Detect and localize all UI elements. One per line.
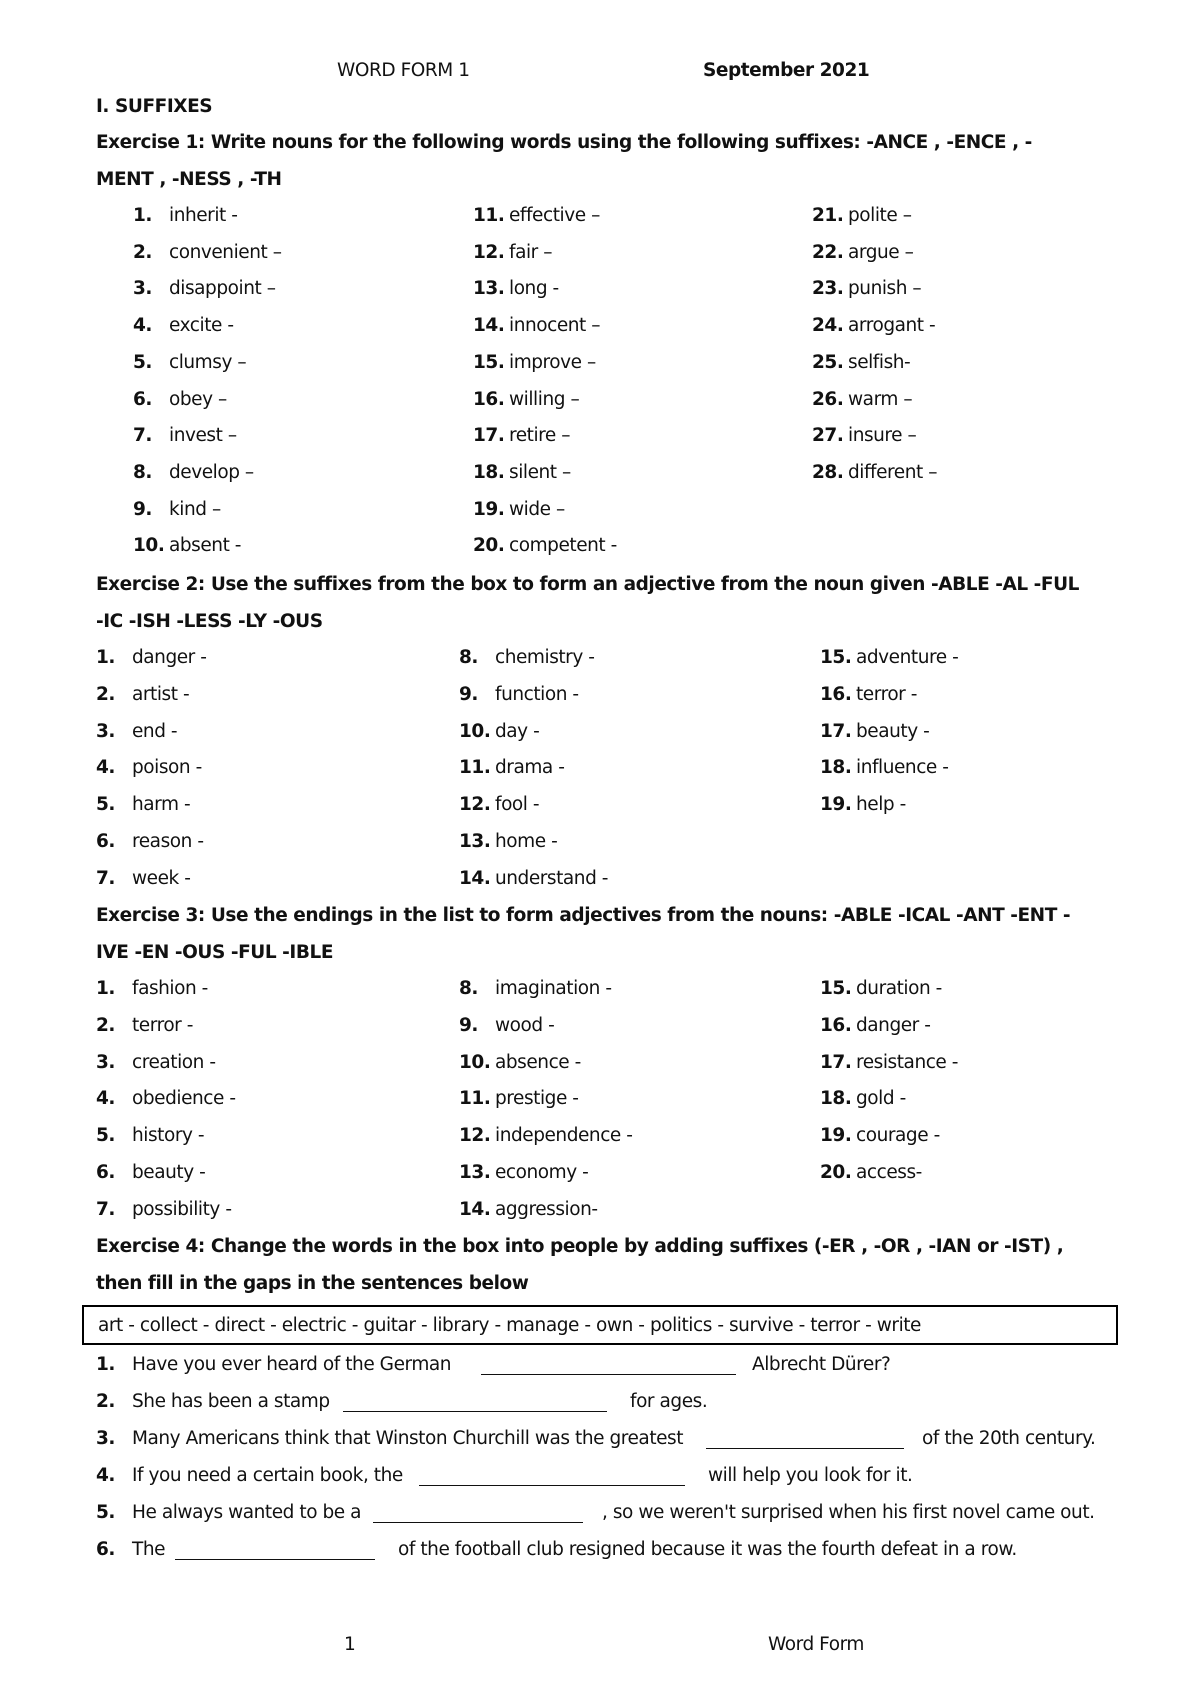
item-word: polite –	[848, 205, 912, 226]
item-word: help -	[856, 794, 906, 816]
list-item	[133, 315, 234, 336]
item-word: insure –	[848, 425, 917, 447]
item-number: 6.	[96, 1162, 116, 1183]
list-item	[820, 1125, 940, 1146]
item-number: 4.	[96, 1088, 116, 1110]
item-word: adventure -	[856, 647, 959, 668]
list-item	[96, 794, 190, 815]
item-word: influence -	[856, 757, 949, 779]
item-number: 10.	[459, 720, 491, 742]
list-item	[459, 1162, 588, 1183]
item-number: 12.	[459, 794, 491, 816]
item-number: 15.	[820, 647, 852, 668]
list-item	[473, 315, 600, 336]
list-item	[96, 647, 207, 668]
list-item	[820, 684, 917, 705]
item-word: innocent –	[509, 315, 601, 337]
item-word: wood -	[495, 1014, 555, 1036]
item-word: argue –	[848, 241, 914, 263]
list-item	[96, 978, 208, 999]
item-word: artist -	[132, 683, 190, 705]
list-item	[820, 721, 929, 742]
item-number: 12.	[459, 1125, 491, 1147]
item-word: effective –	[509, 205, 600, 226]
item-number: 10.	[133, 535, 165, 557]
item-number: 7.	[96, 1198, 116, 1220]
list-item	[473, 205, 600, 226]
list-item	[820, 757, 949, 778]
item-word: aggression-	[495, 1198, 598, 1220]
item-number: 28.	[812, 461, 844, 483]
list-item	[473, 389, 579, 410]
item-word: access-	[856, 1162, 922, 1183]
list-item	[473, 499, 565, 520]
list-item	[820, 794, 906, 815]
list-item	[473, 352, 596, 373]
item-number: 13.	[459, 831, 491, 852]
list-item	[459, 1199, 598, 1220]
exercise3-instruction-cont: IVE -EN -OUS -FUL -IBLE	[96, 942, 334, 963]
item-number: 1.	[96, 978, 116, 999]
list-item	[459, 721, 539, 742]
item-word: fool -	[495, 794, 540, 816]
sentence-text: Have you ever heard of the German	[132, 1354, 452, 1375]
item-number: 7.	[133, 425, 153, 447]
item-number: 4.	[96, 757, 116, 779]
list-item	[133, 425, 237, 446]
item-number: 8.	[459, 647, 479, 668]
list-item	[96, 684, 189, 705]
item-word: disappoint –	[169, 278, 276, 300]
item-number: 6.	[96, 831, 116, 852]
list-item	[96, 1088, 236, 1109]
word-box-text: art - collect - direct - electric - guitar - library - manage - own - politics - survive - terror - write	[98, 1315, 921, 1336]
item-word: beauty -	[856, 720, 930, 742]
item-number: 25.	[812, 351, 844, 373]
sentence-text: The	[132, 1539, 166, 1560]
list-item	[820, 1088, 906, 1109]
item-word: obedience -	[132, 1088, 236, 1110]
item-number: 13.	[459, 1162, 491, 1183]
item-word: different –	[848, 461, 938, 483]
list-item	[133, 278, 276, 299]
list-item	[459, 831, 557, 852]
list-item	[133, 242, 282, 263]
list-item	[812, 389, 912, 410]
item-number: 21.	[812, 205, 844, 226]
item-word: chemistry -	[495, 647, 595, 668]
item-word: harm -	[132, 794, 191, 816]
item-number: 10.	[459, 1051, 491, 1073]
item-word: reason -	[132, 831, 204, 852]
exercise1-instruction-cont: MENT , -NESS , -TH	[96, 169, 282, 190]
item-number: 2.	[133, 241, 153, 263]
item-number: 7.	[96, 867, 116, 889]
item-word: terror -	[856, 683, 917, 705]
item-word: understand -	[495, 867, 609, 889]
item-number: 1.	[133, 205, 153, 226]
item-word: improve –	[509, 351, 596, 373]
answer-blank[interactable]	[706, 1430, 904, 1449]
item-word: silent –	[509, 461, 571, 483]
document-date: September 2021	[703, 60, 870, 81]
item-word: selfish-	[848, 351, 911, 373]
item-number: 3.	[133, 278, 153, 300]
item-word: retire –	[509, 425, 571, 447]
item-number: 18.	[820, 1088, 852, 1110]
list-item	[459, 647, 595, 668]
item-number: 19.	[820, 1125, 852, 1147]
list-item	[820, 647, 958, 668]
item-word: duration -	[856, 978, 942, 999]
list-item	[820, 1162, 922, 1183]
item-word: warm –	[848, 388, 913, 410]
list-item	[96, 831, 204, 852]
item-number: 26.	[812, 388, 844, 410]
item-number: 5.	[133, 351, 153, 373]
item-word: fashion -	[132, 978, 208, 999]
exercise2-instruction: Exercise 2: Use the suffixes from the box to form an adjective from the noun given -ABLE -AL -FUL	[96, 574, 1079, 595]
list-item	[133, 535, 241, 556]
item-word: obey –	[169, 388, 227, 410]
item-word: arrogant -	[848, 315, 936, 337]
item-word: fair –	[509, 241, 553, 263]
item-word: imagination -	[495, 978, 612, 999]
list-item	[473, 242, 552, 263]
item-number: 17.	[820, 720, 852, 742]
item-word: absence -	[495, 1051, 581, 1073]
item-number: 14.	[459, 867, 491, 889]
list-item	[133, 205, 237, 226]
item-number: 8.	[133, 461, 153, 483]
item-word: punish –	[848, 278, 922, 300]
item-number: 6.	[133, 388, 153, 410]
list-item	[473, 535, 617, 556]
item-number: 3.	[96, 1051, 116, 1073]
item-number: 18.	[473, 461, 505, 483]
item-number: 19.	[473, 498, 505, 520]
answer-blank[interactable]	[419, 1467, 685, 1486]
item-number: 20.	[820, 1162, 852, 1183]
item-word: creation -	[132, 1051, 216, 1073]
list-item	[459, 1015, 554, 1036]
item-number: 1.	[96, 647, 116, 668]
list-item	[96, 868, 190, 889]
item-word: willing –	[509, 388, 580, 410]
answer-blank[interactable]	[373, 1504, 583, 1523]
item-word: drama -	[495, 757, 565, 779]
list-item	[812, 242, 913, 263]
list-item	[133, 352, 246, 373]
sentence-number: 1.	[96, 1354, 116, 1375]
item-word: poison -	[132, 757, 202, 779]
exercise4-instruction-cont: then fill in the gaps in the sentences below	[96, 1273, 529, 1294]
item-word: possibility -	[132, 1198, 232, 1220]
item-number: 16.	[820, 683, 852, 705]
sentence-text-after: of the football club resigned because it was the fourth defeat in a row.	[398, 1539, 1017, 1560]
item-number: 2.	[96, 683, 116, 705]
section-title: I. SUFFIXES	[96, 96, 213, 117]
item-word: gold -	[856, 1088, 906, 1110]
list-item	[812, 352, 910, 373]
item-word: inherit -	[169, 205, 238, 226]
list-item	[473, 462, 571, 483]
list-item	[133, 462, 254, 483]
answer-blank[interactable]	[343, 1393, 607, 1412]
list-item	[812, 462, 937, 483]
word-box	[82, 1305, 1118, 1345]
item-number: 9.	[133, 498, 153, 520]
list-item	[459, 1088, 579, 1109]
sentence-number: 5.	[96, 1502, 116, 1523]
item-number: 16.	[473, 388, 505, 410]
list-item	[96, 1015, 193, 1036]
item-number: 15.	[820, 978, 852, 999]
item-word: courage -	[856, 1125, 940, 1147]
item-number: 11.	[473, 205, 505, 226]
item-word: clumsy –	[169, 351, 247, 373]
item-number: 5.	[96, 1125, 116, 1147]
item-word: beauty -	[132, 1162, 206, 1183]
sentence-text: She has been a stamp	[132, 1391, 330, 1412]
list-item	[459, 794, 539, 815]
sentence-text: If you need a certain book, the	[132, 1465, 403, 1486]
answer-blank[interactable]	[175, 1541, 375, 1560]
item-number: 16.	[820, 1014, 852, 1036]
item-number: 23.	[812, 278, 844, 300]
document-title: WORD FORM 1	[337, 60, 470, 81]
item-word: week -	[132, 867, 191, 889]
sentence-text-after: for ages.	[630, 1391, 708, 1412]
item-number: 9.	[459, 683, 479, 705]
item-word: day -	[495, 720, 540, 742]
sentence-text: Many Americans think that Winston Churchill was the greatest	[132, 1428, 684, 1449]
list-item	[459, 757, 564, 778]
item-word: long -	[509, 278, 559, 300]
item-number: 14.	[459, 1198, 491, 1220]
exercise2-instruction-cont: -IC -ISH -LESS -LY -OUS	[96, 611, 323, 632]
item-number: 13.	[473, 278, 505, 300]
list-item	[96, 1199, 232, 1220]
footer-label: Word Form	[768, 1634, 864, 1655]
item-word: develop –	[169, 461, 254, 483]
item-number: 11.	[459, 1088, 491, 1110]
sentence-text-after: of the 20th century.	[922, 1428, 1096, 1449]
sentence-text-after: , so we weren't surprised when his first novel came out.	[602, 1502, 1095, 1523]
item-number: 27.	[812, 425, 844, 447]
item-word: competent -	[509, 535, 617, 557]
list-item	[812, 278, 921, 299]
sentence-text-after: will help you look for it.	[708, 1465, 913, 1486]
item-number: 8.	[459, 978, 479, 999]
item-word: wide –	[509, 498, 565, 520]
list-item	[133, 499, 221, 520]
item-number: 18.	[820, 757, 852, 779]
item-word: danger -	[132, 647, 207, 668]
item-word: kind –	[169, 498, 221, 520]
page-number: 1	[344, 1634, 356, 1655]
item-number: 4.	[133, 315, 153, 337]
list-item	[459, 1125, 633, 1146]
list-item	[96, 1125, 204, 1146]
item-number: 14.	[473, 315, 505, 337]
sentence-text: He always wanted to be a	[132, 1502, 362, 1523]
sentence-number: 4.	[96, 1465, 116, 1486]
item-number: 22.	[812, 241, 844, 263]
list-item	[459, 684, 579, 705]
item-word: end -	[132, 720, 178, 742]
item-word: invest –	[169, 425, 237, 447]
list-item	[812, 315, 935, 336]
sentence-number: 2.	[96, 1391, 116, 1412]
list-item	[812, 425, 916, 446]
list-item	[96, 721, 177, 742]
item-number: 12.	[473, 241, 505, 263]
list-item	[473, 278, 559, 299]
item-number: 17.	[473, 425, 505, 447]
item-number: 2.	[96, 1014, 116, 1036]
item-word: economy -	[495, 1162, 589, 1183]
item-word: independence -	[495, 1125, 633, 1147]
item-word: history -	[132, 1125, 205, 1147]
list-item	[96, 757, 202, 778]
item-number: 5.	[96, 794, 116, 816]
exercise3-instruction: Exercise 3: Use the endings in the list to form adjectives from the nouns: -ABLE -ICAL -ANT -ENT -	[96, 905, 1071, 926]
item-word: resistance -	[856, 1051, 959, 1073]
item-word: prestige -	[495, 1088, 579, 1110]
list-item	[459, 1052, 581, 1073]
sentence-text-after: Albrecht Dürer?	[752, 1354, 891, 1375]
item-number: 24.	[812, 315, 844, 337]
item-number: 17.	[820, 1051, 852, 1073]
item-word: home -	[495, 831, 558, 852]
list-item	[820, 1015, 931, 1036]
list-item	[820, 978, 942, 999]
item-number: 19.	[820, 794, 852, 816]
item-number: 11.	[459, 757, 491, 779]
list-item	[459, 868, 608, 889]
item-word: function -	[495, 683, 579, 705]
item-word: danger -	[856, 1014, 931, 1036]
list-item	[96, 1162, 205, 1183]
item-number: 15.	[473, 351, 505, 373]
item-word: absent -	[169, 535, 242, 557]
list-item	[133, 389, 227, 410]
list-item	[812, 205, 912, 226]
item-word: excite -	[169, 315, 234, 337]
sentence-number: 6.	[96, 1539, 116, 1560]
exercise1-instruction: Exercise 1: Write nouns for the following words using the following suffixes: -ANCE , -ENCE , -	[96, 132, 1032, 153]
item-word: convenient –	[169, 241, 282, 263]
item-number: 20.	[473, 535, 505, 557]
answer-blank[interactable]	[481, 1356, 736, 1375]
list-item	[459, 978, 612, 999]
sentence-number: 3.	[96, 1428, 116, 1449]
item-number: 3.	[96, 720, 116, 742]
list-item	[473, 425, 570, 446]
item-word: terror -	[132, 1014, 193, 1036]
list-item	[820, 1052, 958, 1073]
item-number: 9.	[459, 1014, 479, 1036]
exercise4-instruction: Exercise 4: Change the words in the box into people by adding suffixes (-ER , -OR , -IAN or -IST) ,	[96, 1236, 1064, 1257]
list-item	[96, 1052, 216, 1073]
